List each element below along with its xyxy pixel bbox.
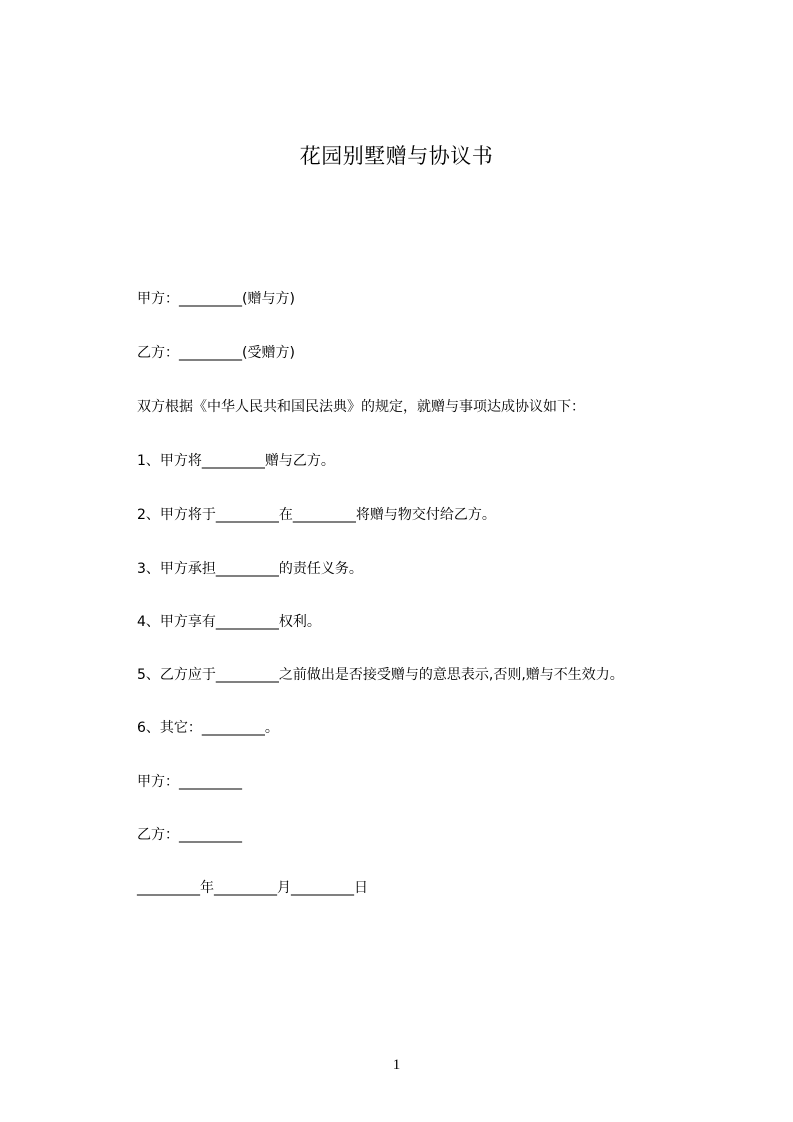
clause-5: 5、乙方应于_________之前做出是否接受赠与的意思表示,否则,赠与不生效力。	[137, 667, 624, 683]
signature-party-a: 甲方：_________	[137, 774, 242, 790]
page-number: 1	[392, 1057, 401, 1073]
clause-6: 6、其它：_________。	[137, 720, 279, 736]
clause-1: 1、甲方将_________赠与乙方。	[137, 453, 335, 469]
party-a-line: 甲方：_________(赠与方)	[137, 291, 295, 307]
clause-3: 3、甲方承担_________的责任义务。	[137, 561, 363, 577]
clause-4: 4、甲方享有_________权利。	[137, 614, 321, 630]
signature-party-b: 乙方：_________	[137, 827, 242, 843]
document-title: 花园别墅赠与协议书	[299, 144, 494, 168]
party-b-line: 乙方：_________(受赠方)	[137, 345, 295, 361]
preamble-line: 双方根据《中华人民共和国民法典》的规定，就赠与事项达成协议如下：	[137, 399, 585, 415]
signature-date: _________年_________月_________日	[137, 880, 368, 896]
clause-2: 2、甲方将于_________在_________将赠与物交付给乙方。	[137, 507, 496, 523]
